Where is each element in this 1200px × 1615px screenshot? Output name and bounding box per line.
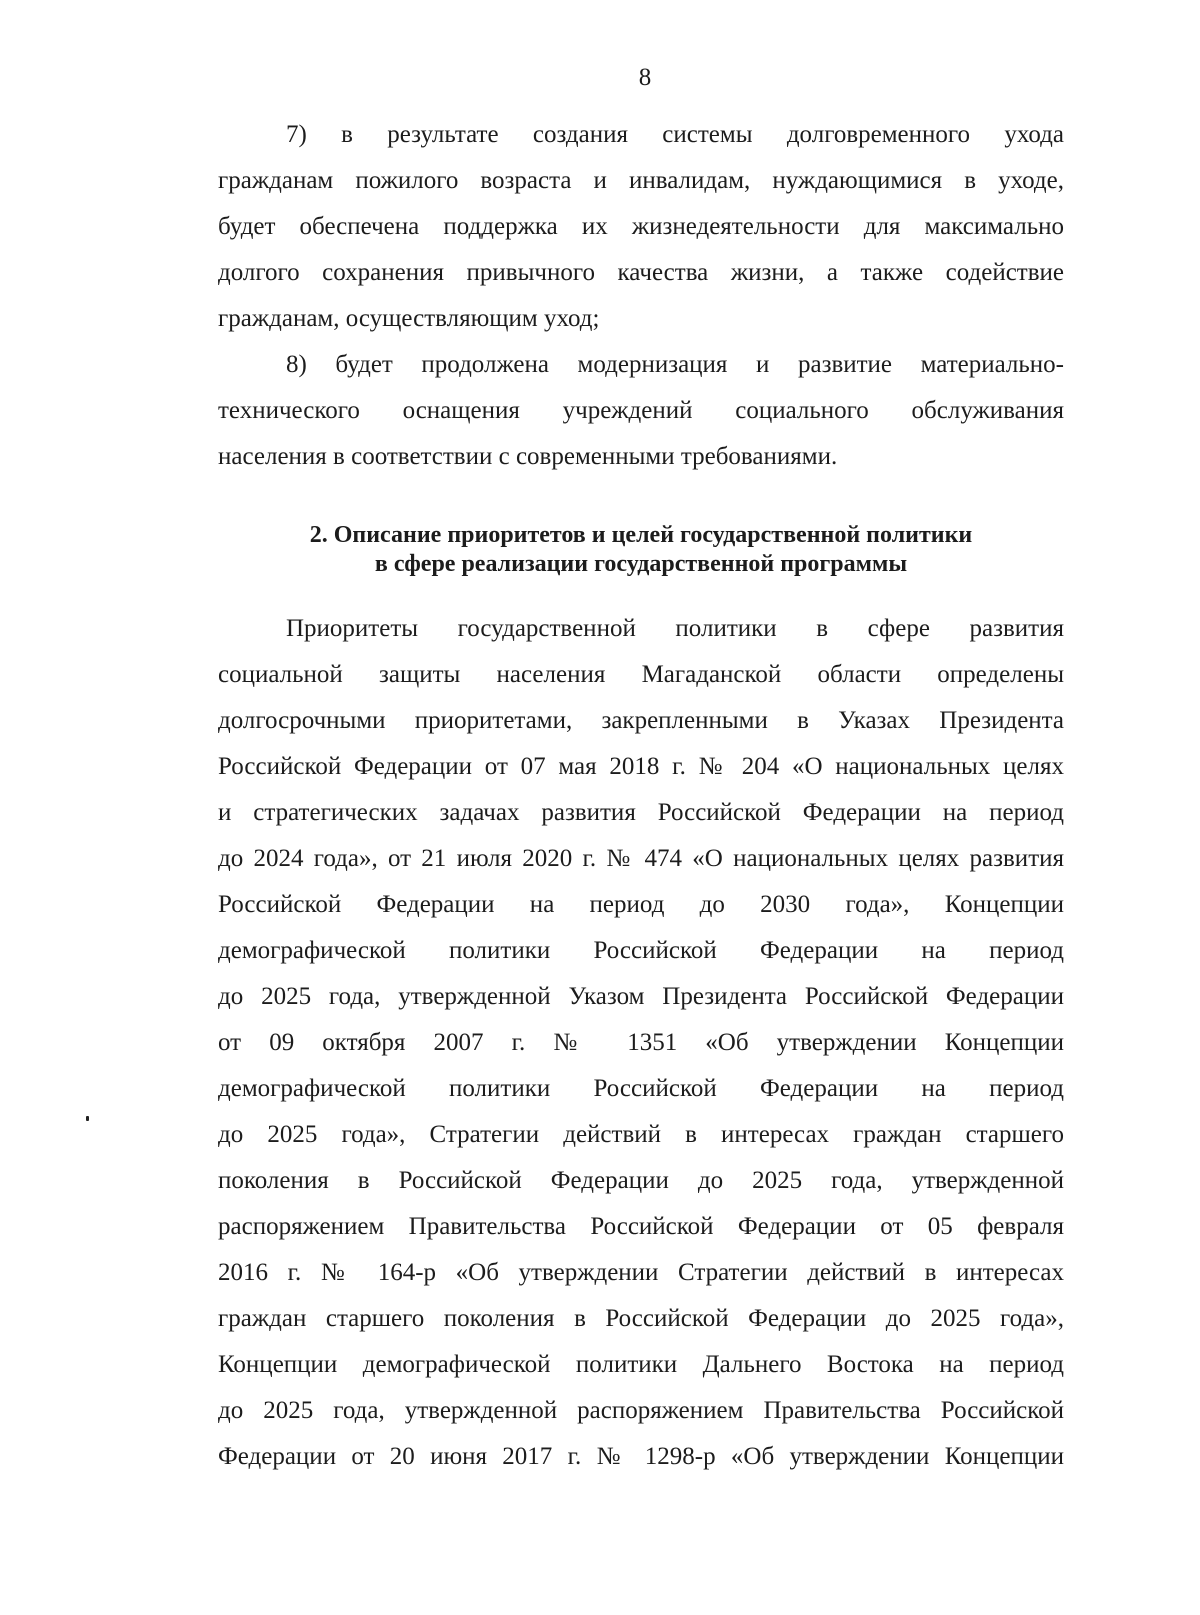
paragraph-item-8 [218,342,1064,480]
text-line: Приоритеты государственной политики в сфере развития [286,615,1064,642]
text-line: технического оснащения учреждений социального обслуживания [218,397,1064,424]
text-line: Российской Федерации от 07 мая 2018 г. № 204 «О национальных целях [218,753,1064,780]
section-heading-line-2: в сфере реализации государственной программы [374,551,908,577]
paragraph-priorities [218,606,1064,1480]
text-line: гражданам пожилого возраста и инвалидам, нуждающимися в уходе, [218,167,1064,194]
text-line: долгого сохранения привычного качества жизни, а также содействие [218,259,1064,286]
text-line: до 2025 года», Стратегии действий в интересах граждан старшего [218,1121,1064,1148]
text-line: и стратегических задачах развития Российской Федерации на период [218,799,1064,826]
scan-speck [86,1116,89,1121]
text-line: 2016 г. № 164-р «Об утверждении Стратегии действий в интересах [218,1259,1064,1286]
text-line: демографической политики Российской Федерации на период [218,937,1064,964]
text-line: Российской Федерации на период до 2030 года», Концепции [218,891,1064,918]
section-heading-line-1: 2. Описание приоритетов и целей государственной политики [309,522,973,548]
text-line: от 09 октября 2007 г. № 1351 «Об утверждении Концепции [218,1029,1064,1056]
text-line: распоряжением Правительства Российской Федерации от 05 февраля [218,1213,1064,1240]
text-line: будет обеспечена поддержка их жизнедеятельности для максимально [218,213,1064,240]
page-number: 8 [638,64,652,91]
text-line: Федерации от 20 июня 2017 г. № 1298-р «Об утверждении Концепции [218,1443,1064,1470]
text-line: населения в соответствии с современными требованиями. [218,443,838,470]
text-line: Концепции демографической политики Дальнего Востока на период [218,1351,1064,1378]
text-line: до 2025 года, утвержденной распоряжением Правительства Российской [218,1397,1064,1424]
text-line: 8) будет продолжена модернизация и развитие материально- [286,351,1064,378]
text-line: поколения в Российской Федерации до 2025 года, утвержденной [218,1167,1064,1194]
text-line: граждан старшего поколения в Российской Федерации до 2025 года», [218,1305,1064,1332]
text-line: до 2025 года, утвержденной Указом Президента Российской Федерации [218,983,1064,1010]
paragraph-item-7 [218,112,1064,342]
text-line: 7) в результате создания системы долговременного ухода [286,121,1064,148]
section-heading [218,521,1064,579]
text-line: долгосрочными приоритетами, закрепленными в Указах Президента [218,707,1064,734]
text-line: гражданам, осуществляющим уход; [218,305,600,332]
text-line: до 2024 года», от 21 июля 2020 г. № 474 «О национальных целях развития [218,845,1064,872]
text-line: социальной защиты населения Магаданской области определены [218,661,1064,688]
text-line: демографической политики Российской Федерации на период [218,1075,1064,1102]
